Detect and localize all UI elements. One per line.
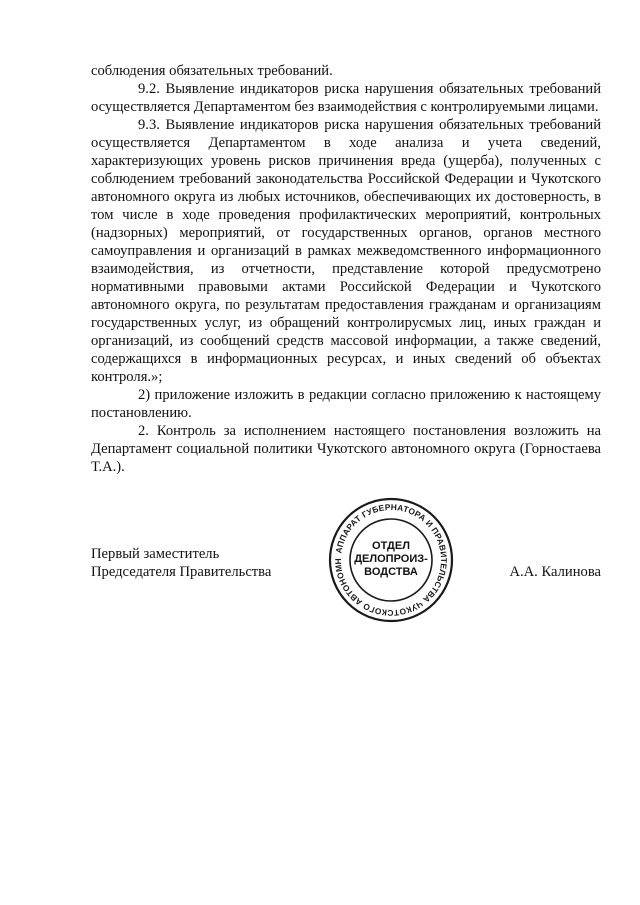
paragraph-continuation: соблюдения обязательных требований. [91, 63, 333, 79]
signatory-position [91, 545, 271, 581]
stamp-line-3: ВОДСТВА [364, 566, 418, 578]
paragraph-item-2: 2) приложение изложить в редакции согласно приложению к настоящему постановлению. [91, 387, 601, 421]
stamp-center-text [328, 540, 454, 579]
paragraph-9-3: 9.3. Выявление индикаторов риска нарушения обязательных требований осуществляется Департаментом в ходе анализа и учета сведений, характеризующих уровень рисков причинения вреда (ущерба), полученных с соблюдением требований законодательства Российской Федерации и Чукотского автономного округа из любых источников, обеспечивающих их достоверность, в том числе в ходе проведения профилактических мероприятий, контрольных (надзорных) мероприятий, от государственных органов, органов местного самоуправления и организаций в рамках межведомственного информационного взаимодействия, из отчетности, представление которой предусмотрено нормативными правовыми актами Российской Федерации и Чукотского автономного округа, по результатам предоставления гражданам и организациям государственных услуг, из обращений контролирусмых лиц, иных граждан и организаций, из сообщений средств массовой информации, а также сведений, содержащихся в информационных ресурсах, и иных сведений об объектах контроля.»; [91, 117, 601, 385]
stamp-ring-text: АППАРАТ ГУБЕРНАТОРА И ПРАВИТЕЛЬСТВА ЧУКОТСКОГО АВТОНОМН [332, 501, 450, 619]
paragraph-9-2: 9.2. Выявление индикаторов риска нарушения обязательных требований осуществляется Департаментом без взаимодействия с контролируемыми лицами. [91, 81, 601, 115]
official-stamp [328, 497, 454, 623]
document-body [91, 62, 601, 476]
paragraph-control: 2. Контроль за исполнением настоящего постановления возложить на Департамент социальной политики Чукотского автономного округа (Горностаева Т.А.). [91, 423, 601, 475]
stamp-line-2: ДЕЛОПРОИЗ- [354, 553, 428, 565]
signatory-name: А.А. Калинова [509, 564, 601, 580]
stamp-line-1: ОТДЕЛ [372, 540, 410, 552]
position-line-2: Председателя Правительства [91, 564, 272, 580]
position-line-1: Первый заместитель [91, 546, 220, 562]
